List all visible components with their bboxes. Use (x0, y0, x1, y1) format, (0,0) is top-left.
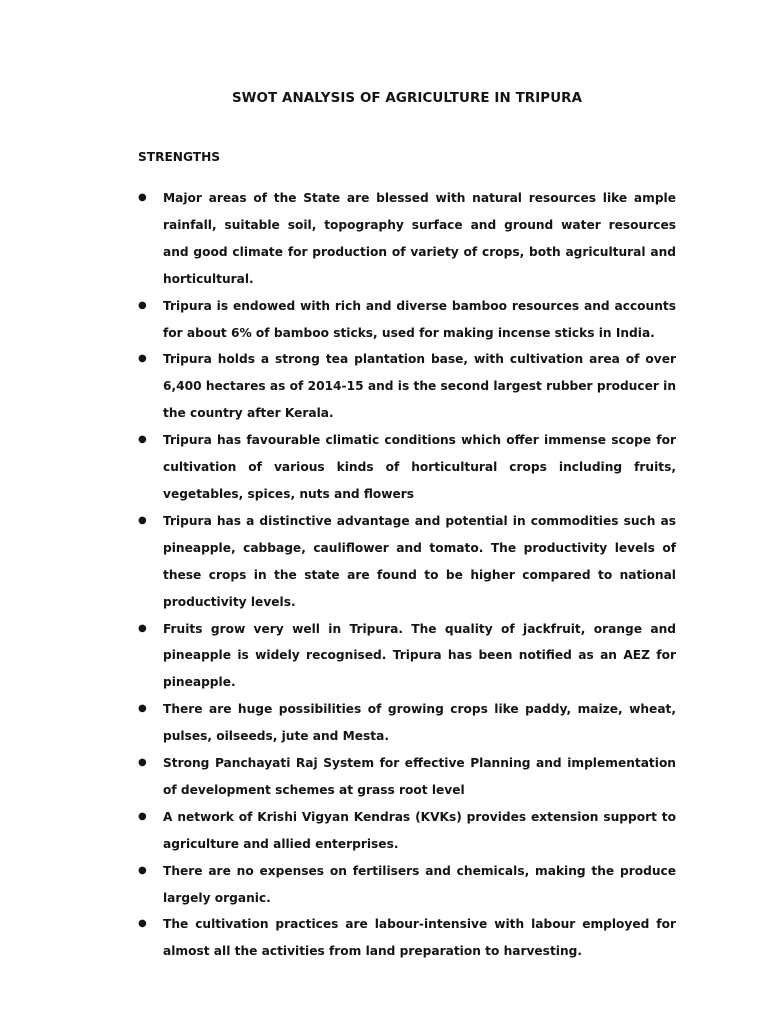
bullet-icon: ● (138, 810, 147, 822)
list-item (138, 858, 676, 912)
bullet-icon: ● (138, 353, 147, 365)
bullet-icon: ● (138, 299, 147, 311)
list-item-text: There are huge possibilities of growing crops like paddy, maize, wheat, pulses, oilseeds, jute and Mesta. (163, 702, 676, 744)
document-title: SWOT ANALYSIS OF AGRICULTURE IN TRIPURA (231, 91, 583, 106)
list-item-text: Tripura holds a strong tea plantation base, with cultivation area of over 6,400 hectares as of 2014-15 and is the second largest rubber producer in the country after Kerala. (163, 352, 676, 421)
list-item (138, 616, 676, 697)
list-item-text: There are no expenses on fertilisers and chemicals, making the produce largely organic. (163, 863, 676, 905)
list-item (138, 508, 676, 616)
bullet-icon: ● (138, 703, 147, 715)
list-item (138, 293, 676, 347)
list-item-text: A network of Krishi Vigyan Kendras (KVKs) provides extension support to agriculture and allied enterprises. (163, 809, 676, 851)
list-item-text: Major areas of the State are blessed with natural resources like ample rainfall, suitable soil, topography surface and ground water resources and good climate for production of variety of crops, both agricultural and horticultural. (163, 191, 676, 286)
list-item (138, 427, 676, 508)
list-item-text: Tripura is endowed with rich and diverse bamboo resources and accounts for about 6% of bamboo sticks, used for making incense sticks in India. (163, 298, 676, 340)
list-item (138, 750, 676, 804)
list-item-text: Tripura has a distinctive advantage and potential in commodities such as pineapple, cabbage, cauliflower and tomato. The productivity levels of these crops in the state are found to be higher compared to national productivity levels. (163, 513, 676, 609)
list-item (138, 346, 676, 427)
list-item-text: The cultivation practices are labour-intensive with labour employed for almost all the activities from land preparation to harvesting. (163, 917, 676, 959)
list-item (138, 185, 676, 293)
section-heading-strengths: STRENGTHS (138, 150, 221, 164)
bullet-icon: ● (138, 864, 147, 876)
bullet-icon: ● (138, 622, 147, 634)
bullet-icon: ● (138, 434, 147, 446)
list-item (138, 911, 676, 965)
list-item (138, 696, 676, 750)
strengths-list (138, 185, 676, 965)
list-item-text: Fruits grow very well in Tripura. The quality of jackfruit, orange and pineapple is widely recognised. Tripura has been notified as an AEZ for pineapple. (163, 621, 676, 690)
bullet-icon: ● (138, 757, 147, 769)
list-item-text: Tripura has favourable climatic conditions which offer immense scope for cultivation of various kinds of horticultural crops including fruits, vegetables, spices, nuts and flowers (163, 433, 676, 501)
bullet-icon: ● (138, 918, 147, 930)
bullet-icon: ● (138, 192, 147, 203)
list-item (138, 804, 676, 858)
bullet-icon: ● (138, 514, 147, 526)
list-item-text: Strong Panchayati Raj System for effective Planning and implementation of development schemes at grass root level (163, 756, 676, 797)
